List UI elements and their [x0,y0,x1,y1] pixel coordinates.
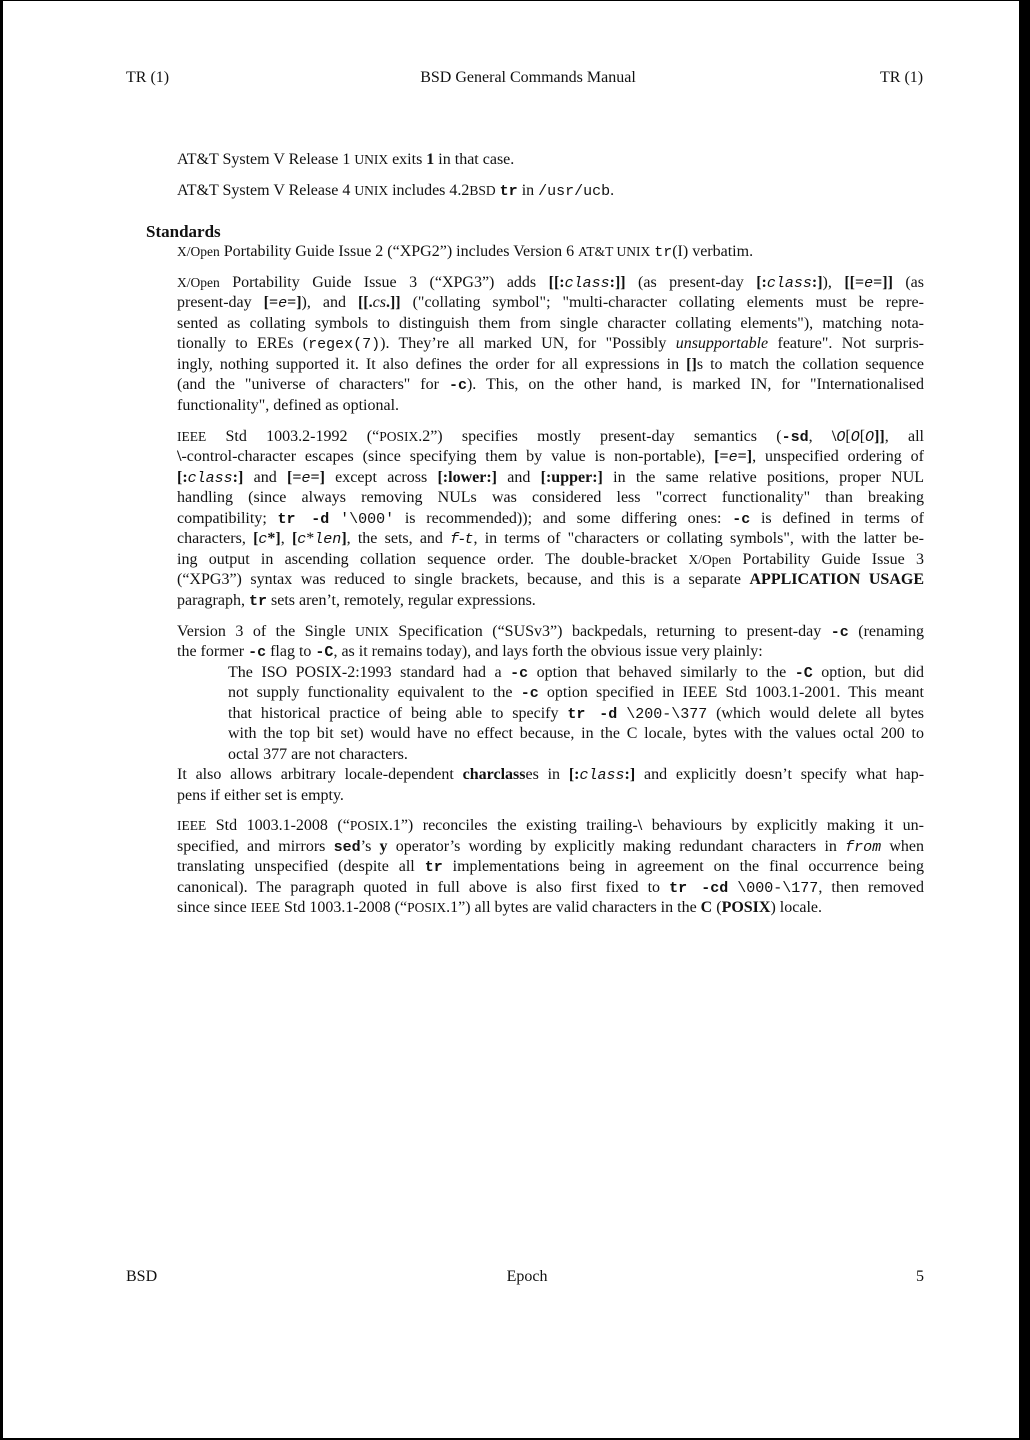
text: ] [341,530,347,547]
text: The ISO POSIX-2:1993 standard had a [228,664,511,681]
text: \000-\177 [737,880,819,897]
section-heading-standards: Standards [146,222,221,241]
text: - [459,530,465,547]
text: \ [177,448,182,465]
text: tr -d [567,706,618,723]
text: -control-character escapes (since specifying them by value is non-portable), [181,448,715,465]
text: class [564,275,610,292]
standards-p1 [177,242,753,263]
text: (and the "universe of characters" for [177,376,449,393]
standards-p4-line [177,622,924,642]
text: in the same relative positions, proper NUL [602,469,924,486]
text: tr [654,244,673,261]
text: IEEE [177,429,207,444]
header-left: TR (1) [126,69,170,86]
text: includes 4.2 [388,182,470,199]
text: BSD [469,183,496,198]
text: the former [177,643,249,660]
text: Std 1003.2-1992 (“ [206,428,380,445]
standards-p3-line [177,468,924,488]
text: UNIX [354,183,389,198]
text: IEEE [177,818,207,833]
text: e [864,275,874,292]
text: , all [884,428,924,445]
history-line-1 [177,150,514,170]
text: -c [448,377,467,394]
text: :] [624,766,636,783]
text: -C [794,665,813,682]
standards-p5-line [177,878,924,898]
text: c [297,531,307,548]
text [617,705,626,722]
footer-left: BSD [126,1268,158,1285]
text: [= [263,294,279,311]
text: [[= [844,274,865,291]
standards-p3-line [177,570,924,590]
standards-p3-line [177,427,924,447]
text: (as present-day [625,274,757,291]
text: sed [333,839,361,856]
text: es in [525,766,569,783]
text: cs [372,294,386,311]
text: [:lower:] [437,469,497,486]
text: .]] [385,294,401,311]
quote-line [228,663,924,683]
text: [: [177,469,188,486]
text: tr [248,593,267,610]
standards-p3-line [177,591,536,612]
text: class [187,470,233,487]
text: UNIX [355,624,389,639]
text: implementations being in agreement on the final occurrence being [442,858,924,875]
text: [[: [548,274,565,291]
text: [= [286,469,302,486]
text: and [496,469,541,486]
text: e [301,470,311,487]
manual-page [3,1,1019,1438]
text: POSIX [407,900,447,915]
text: option, but did [812,664,924,681]
text: UNIX [354,152,389,167]
standards-p2-line [177,375,924,395]
text: :] [232,469,244,486]
text: (renaming [848,623,924,640]
text: tr -cd [669,880,729,897]
text: charclass [462,766,526,783]
standards-p4-line: pens if either set is empty. [177,787,344,804]
standards-p5-line [177,898,822,918]
text: Std 1003.1-2008 (“ [280,899,408,916]
text: y [379,838,388,855]
footer-center: Epoch [506,1268,548,1285]
text: Specification (“SUSv3”) backpedals, returning to present-day [388,623,831,640]
standards-p5-line [177,837,924,857]
text: c [258,531,268,548]
text: O [850,429,860,446]
standards-p2-line [177,293,924,313]
text: *] [267,530,281,547]
text: in that case. [434,151,515,168]
standards-p2-line [177,355,924,375]
command-tr: tr [499,183,518,200]
text: .1”) reconciles the existing trailing- [388,817,638,834]
text: ing output in ascending collation sequence order. The double-bracket [177,551,689,568]
text: ’s [360,838,380,855]
text: :]] [609,274,626,291]
standards-p2-line: sented as collating symbols to distinguish them from single character collating elements"), matching nota- [177,315,924,332]
text [728,879,737,896]
text: , the sets, and [346,530,451,547]
text: , as it remains today), and lays forth the obvious issue very plainly: [333,643,763,660]
text: Version 3 of the Single [177,623,356,640]
standards-p2-line: functionality", defined as optional. [177,397,400,414]
text: feature". Not surpris- [768,335,924,352]
text: regex(7) [308,336,381,353]
text: APPLICATION USAGE [749,571,924,588]
text: s to match the collation sequence [696,356,924,373]
text: (“XPG3”) syntax was reduced to single brackets, because, and this is a separate [177,571,750,588]
text: [: [568,766,580,783]
text: t [464,531,474,548]
text: O [836,429,846,446]
text: \ [831,428,837,445]
text: -c [248,644,267,661]
path: /usr/ucb [538,183,611,200]
quote-line [228,704,924,724]
text: is defined in terms of [750,510,924,527]
quote-line: with the top bit set) would have no effect because, in the C locale, bytes with the values octal 200 to [228,725,924,742]
text: behaviours by explicitly making it un- [642,817,924,834]
text: since since [177,899,251,916]
text: is recommended)); and some differing ones: [394,510,733,527]
quote-line: octal 377 are not characters. [228,746,408,763]
text: f [450,531,460,548]
text: ), [822,274,845,291]
text: * [306,530,315,547]
text: present-day [177,294,264,311]
quote-line [228,683,924,703]
text: when [881,838,924,855]
text: translating unspecified (despite all [177,858,425,875]
text: class [766,275,812,292]
text: POSIX [721,899,771,916]
text: -C [315,644,334,661]
text: compatibility; [177,510,278,527]
text: e [728,449,738,466]
text: Portability Guide Issue 3 [731,551,924,568]
text: tr -d [277,511,330,528]
text: ), and [301,294,358,311]
text: \ [637,817,643,834]
standards-p2-line [177,334,924,354]
text: =]] [873,274,893,291]
text: [= [714,448,729,465]
text: flag to [266,643,316,660]
text: ingly, nothing supported it. It also defines the order for all expressions in [177,356,687,373]
standards-p5-line [177,857,924,877]
text: [ [253,530,259,547]
text: characters, [177,530,254,547]
text: and explicitly doesn’t specify what hap- [635,766,924,783]
text: -c [732,511,751,528]
text: ). They’re all marked UN, for "Possibly [380,335,676,352]
standards-p3-line [177,550,924,570]
text: operator’s wording by explicitly making redundant characters in [387,838,846,855]
text: -c [520,685,539,702]
text: len [314,531,342,548]
text: AT&T System V Release 1 [177,151,355,168]
footer-page-number: 5 [916,1268,924,1285]
text [329,510,340,527]
text: =] [310,469,325,486]
text: from [845,839,882,856]
text: (as [892,274,924,291]
standards-p3-line [177,529,924,549]
text: and [243,469,287,486]
text: [[. [357,294,373,311]
text: X/Open [177,275,220,290]
text: , in terms of "characters or collating symbols", with the latter be- [473,530,924,547]
text: =] [287,294,302,311]
standards-p4-line [177,765,924,785]
text: POSIX [349,818,389,833]
text: tionally to EREs ( [177,335,309,352]
text: Std 1003.1-2008 (“ [206,817,350,834]
text: ( [712,899,722,916]
text: C [700,899,713,916]
text: , unspecified ordering of [752,448,924,465]
standards-p3-line [177,447,924,467]
text: class [579,767,625,784]
text: AT&T UNIX [578,244,651,259]
text: ("collating symbol"; "multi-character collating elements must be repre- [400,294,924,311]
text: O [865,429,875,446]
standards-p3-line [177,509,924,529]
text: .2”) specifies mostly present-day semantics ( [418,428,782,445]
text: in [517,182,539,199]
text: '\000' [340,511,395,528]
header-title: BSD General Commands Manual [420,69,636,86]
text: unsupportable [675,335,769,352]
text: option that behaved similarly to the [528,664,795,681]
text: (I) verbatim. [672,243,754,260]
text: (which would delete all bytes [707,705,924,722]
text: ]] [874,428,885,445]
text: -c [510,665,529,682]
text: It also allows arbitrary locale-dependent [177,766,463,783]
text: except across [324,469,438,486]
text: [:upper:] [540,469,603,486]
standards-p3-line: handling (since always removing NULs was considered less "correct functionality" than breaking [177,489,924,506]
text: not supply functionality equivalent to the [228,684,521,701]
text: 1 [426,151,435,168]
text: -sd [781,429,809,446]
standards-p2-line [177,273,924,293]
text: POSIX [379,429,419,444]
header-right: TR (1) [880,69,924,86]
text: sets aren’t, remotely, regular expressions. [266,592,536,609]
text: , [280,530,292,547]
text: .1”) all bytes are valid characters in the [446,899,701,916]
text: ). This, on the other hand, is marked IN, for "Internationalised [466,376,924,393]
text: [ [845,428,851,445]
text: tr [424,859,443,876]
text: option specified in IEEE Std 1003.1-2001. This meant [538,684,924,701]
text: AT&T System V Release 4 [177,182,355,199]
text: , [808,428,832,445]
text: canonical). The paragraph quoted in full above is also first fixed to [177,879,670,896]
text: Portability Guide Issue 3 (“XPG3”) adds [219,274,549,291]
text: [ [859,428,866,445]
standards-p5-line [177,816,924,836]
text: X/Open [688,552,732,567]
text: -c [830,624,849,641]
text: exits [388,151,427,168]
text: that historical practice of being able to specify [228,705,568,722]
text: ) locale. [770,899,822,916]
text: \200-\377 [626,706,708,723]
history-line-2 [177,181,614,202]
text: , then removed [818,879,924,896]
standards-p4-line [177,642,763,663]
text: [] [686,356,697,373]
text: =] [737,448,753,465]
text: . [610,182,615,199]
text: :] [811,274,823,291]
text: X/Open [177,244,220,259]
text: specified, and mirrors [177,838,334,855]
text: paragraph, [177,592,249,609]
text: [ [291,530,298,547]
text: [: [756,274,767,291]
text: IEEE [250,900,280,915]
text: Portability Guide Issue 2 (“XPG2”) includes Version 6 [219,243,579,260]
text: e [278,295,288,312]
